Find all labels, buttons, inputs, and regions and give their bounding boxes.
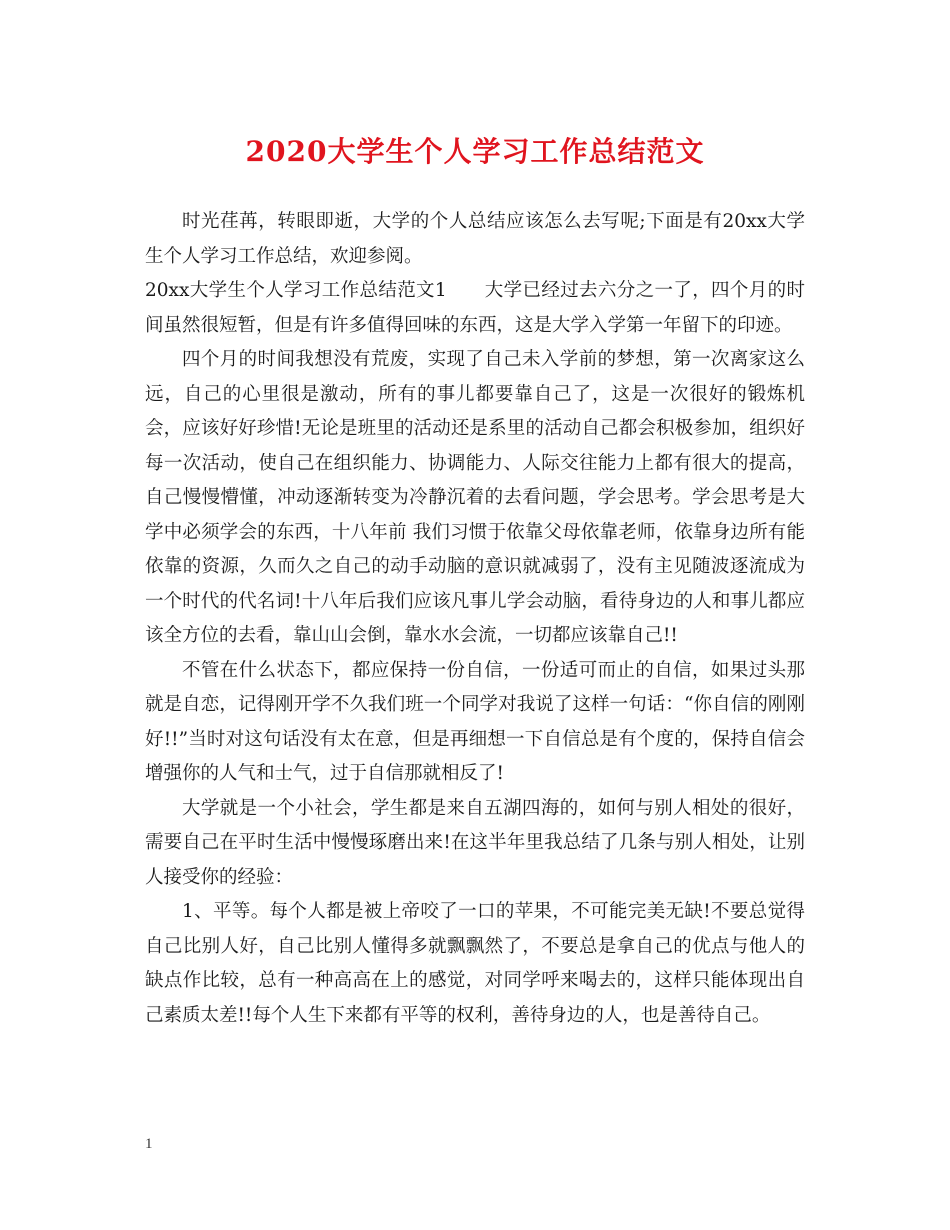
list-item-paragraph: 1、平等。每个人都是被上帝咬了一口的苹果，不可能完美无缺!不要总觉得自己比别人好，自己比别人懂得多就飘飘然了，不要总是拿自己的优点与他人的缺点作比较，总有一种高高在上的感觉，对同学呼来喝去的，这样只能体现出自己素质太差!!每个人生下来都有平等的权利，善待身边的人，也是善待自己。 xyxy=(145,901,805,1026)
intro-paragraph: 时光荏苒，转眼即逝，大学的个人总结应该怎么去写呢;下面是有20xx大学生个人学习工作总结，欢迎参阅。 xyxy=(145,211,805,267)
body-paragraph: 大学就是一个小社会，学生都是来自五湖四海的，如何与别人相处的很好，需要自己在平时生活中慢慢琢磨出来!在这半年里我总结了几条与别人相处，让别人接受你的经验： xyxy=(145,797,805,888)
document-title: 2020大学生个人学习工作总结范文 xyxy=(245,135,705,168)
document-body xyxy=(145,205,805,1033)
page-number: 1 xyxy=(145,1136,153,1152)
section-heading-paragraph: 20xx大学生个人学习工作总结范文1 大学已经过去六分之一了，四个月的时间虽然很短暂，但是有许多值得回味的东西，这是大学入学第一年留下的印迹。 xyxy=(145,280,805,336)
body-paragraph: 四个月的时间我想没有荒废，实现了自己未入学前的梦想，第一次离家这么远，自己的心里很是激动，所有的事儿都要靠自己了，这是一次很好的锻炼机会，应该好好珍惜!无论是班里的活动还是系里的活动自己都会积极参加，组织好每一次活动，使自己在组织能力、协调能力、人际交往能力上都有很大的提高，自己慢慢懵懂，冲动逐渐转变为冷静沉着的去看问题，学会思考。学会思考是大学中必须学会的东西，十八年前 我们习惯于依靠父母依靠老师，依靠身边所有能依靠的资源，久而久之自己的动手动脑的意识就减弱了，没有主见随波逐流成为一个时代的代名词!十八年后我们应该凡事儿学会动脑，看待身边的人和事儿都应该全方位的去看，靠山山会倒，靠水水会流，一切都应该靠自己!! xyxy=(145,349,805,646)
body-paragraph: 不管在什么状态下，都应保持一份自信，一份适可而止的自信，如果过头那就是自恋，记得刚开学不久我们班一个同学对我说了这样一句话：“你自信的刚刚好!!”当时对这句话没有太在意，但是再细想一下自信总是有个度的，保持自信会增强你的人气和士气，过于自信那就相反了! xyxy=(145,659,805,784)
